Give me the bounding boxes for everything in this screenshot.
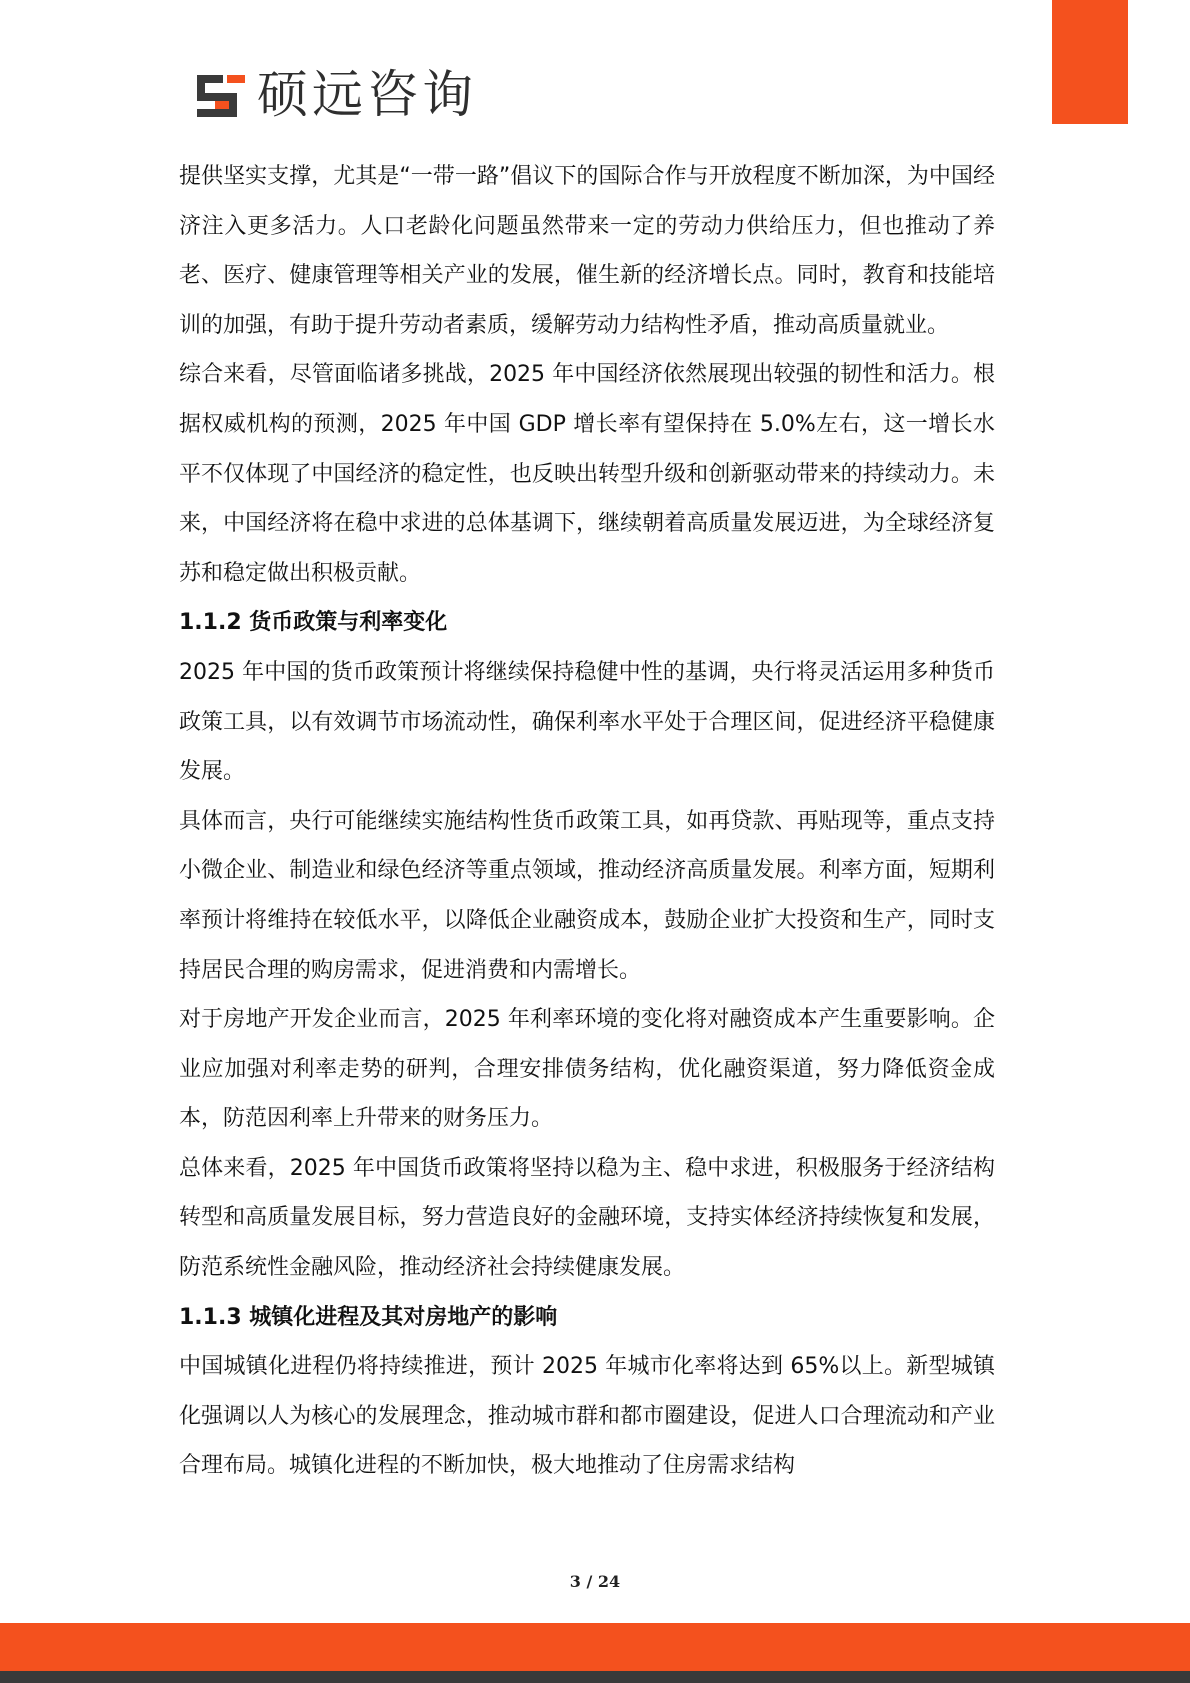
body-paragraph: 对于房地产开发企业而言，2025 年利率环境的变化将对融资成本产生重要影响。企业应加强对利率走势的研判，合理安排债务结构，优化融资渠道，努力降低资金成本，防范因利率上升带来的财务压力。: [179, 1007, 995, 1132]
body-paragraph: 中国城镇化进程仍将持续推进，预计 2025 年城市化率将达到 65%以上。新型城镇化强调以人为核心的发展理念，推动城市群和都市圈建设，促进人口合理流动和产业合理布局。城镇化进程的不断加快，极大地推动了住房需求结构: [179, 1354, 995, 1479]
body-paragraph: 总体来看，2025 年中国货币政策将坚持以稳为主、稳中求进，积极服务于经济结构转型和高质量发展目标，努力营造良好的金融环境，支持实体经济持续恢复和发展，防范系统性金融风险，推动经济社会持续健康发展。: [179, 1155, 995, 1281]
brand-logo: [193, 66, 477, 126]
body-paragraph: 综合来看，尽管面临诸多挑战，2025 年中国经济依然展现出较强的韧性和活力。根据权威机构的预测，2025 年中国 GDP 增长率有望保持在 5.0%左右，这一增长水平不仅体现了中国经济的稳定性，也反映出转型升级和创新驱动带来的持续动力。未来，中国经济将在稳中求进的总体基调下，继续朝着高质量发展迈进，为全球经济复苏和稳定做出积极贡献。: [179, 362, 995, 586]
page-number: 3 / 24: [569, 1572, 621, 1591]
footer-dark-strip: [0, 1671, 1190, 1683]
logo-text: 硕远咨询: [257, 66, 478, 125]
document-body: [179, 152, 995, 1491]
section-heading: 1.1.2 货币政策与利率变化: [179, 610, 448, 636]
corner-accent-tab: [1052, 0, 1128, 124]
body-paragraph: 具体而言，央行可能继续实施结构性货币政策工具，如再贷款、再贴现等，重点支持小微企业、制造业和绿色经济等重点领域，推动经济高质量发展。利率方面，短期利率预计将维持在较低水平，以降低企业融资成本，鼓励企业扩大投资和生产，同时支持居民合理的购房需求，促进消费和内需增长。: [179, 808, 995, 983]
body-paragraph: 提供坚实支撑，尤其是“一带一路”倡议下的国际合作与开放程度不断加深，为中国经济注入更多活力。人口老龄化问题虽然带来一定的劳动力供给压力，但也推动了养老、医疗、健康管理等相关产业的发展，催生新的经济增长点。同时，教育和技能培训的加强，有助于提升劳动者素质，缓解劳动力结构性矛盾，推动高质量就业。: [179, 164, 995, 338]
section-heading: 1.1.3 城镇化进程及其对房地产的影响: [179, 1304, 558, 1330]
body-paragraph: 2025 年中国的货币政策预计将继续保持稳健中性的基调，央行将灵活运用多种货币政策工具，以有效调节市场流动性，确保利率水平处于合理区间，促进经济平稳健康发展。: [179, 659, 995, 785]
footer-accent-bar: [0, 1623, 1190, 1671]
logo-mark-icon: [193, 71, 249, 121]
